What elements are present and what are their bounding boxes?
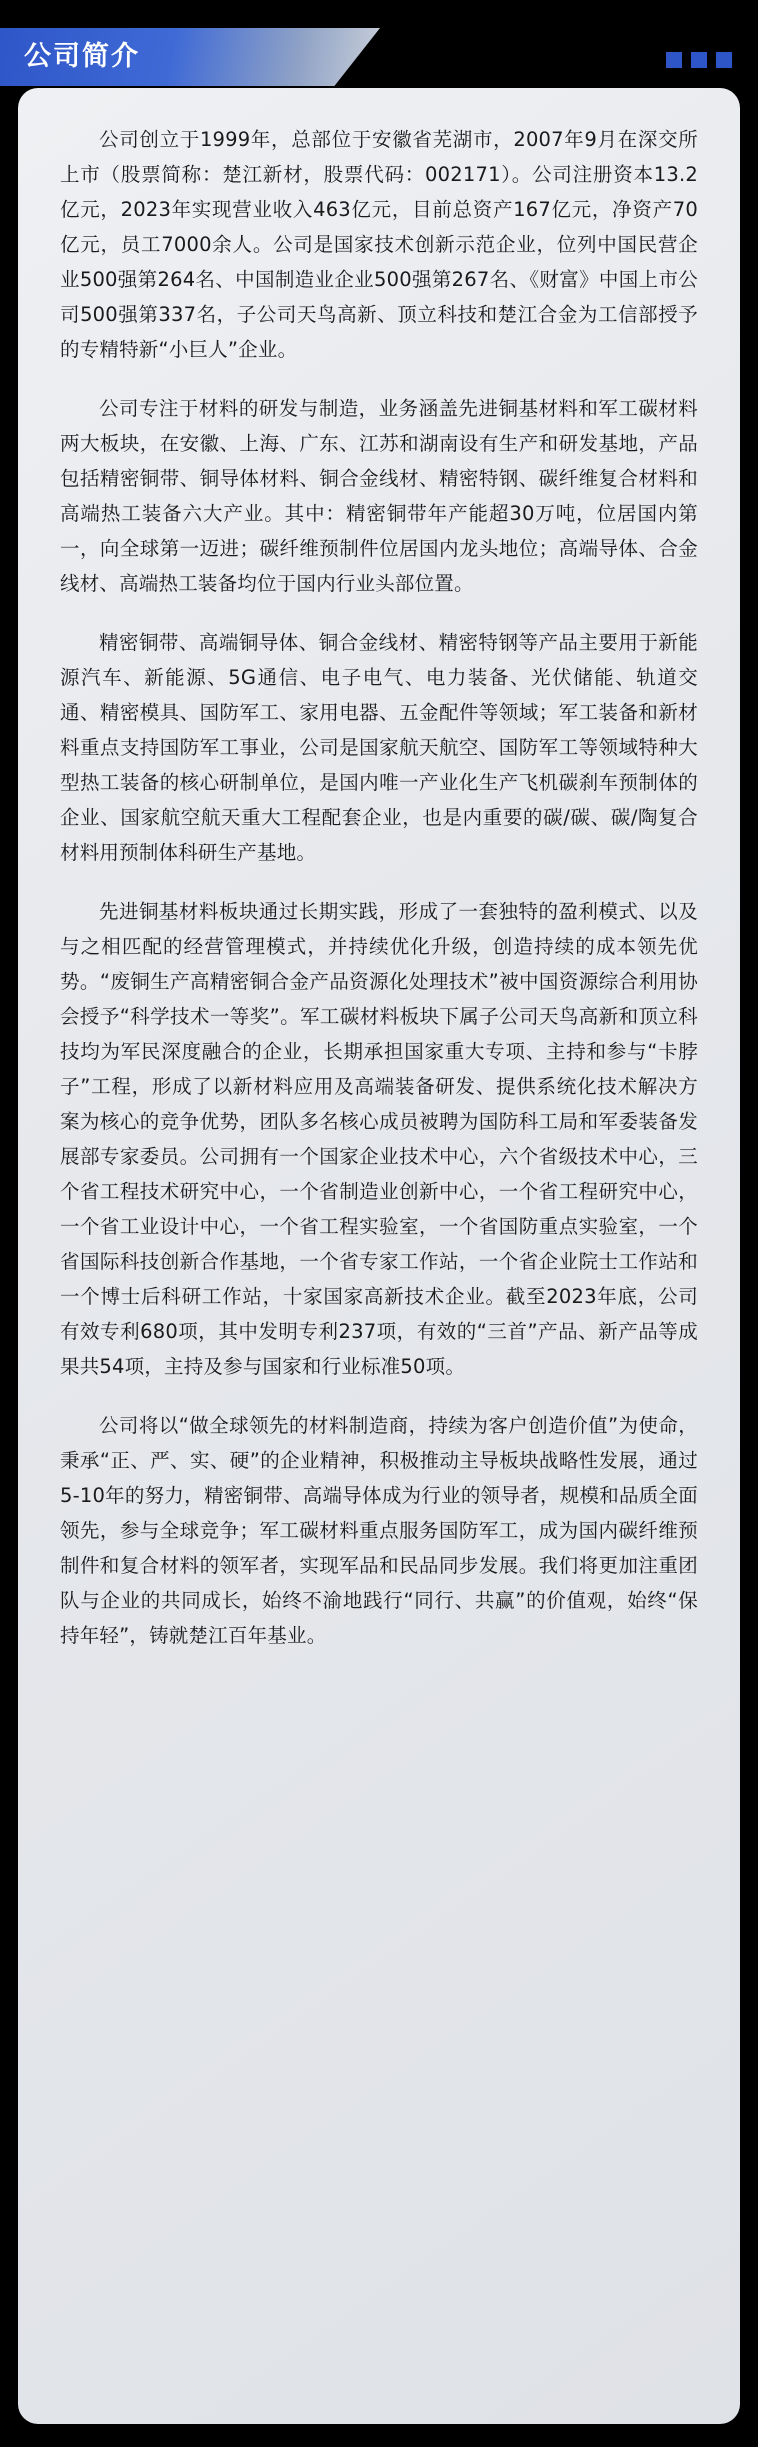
square-dot-icon — [666, 52, 682, 68]
paragraph: 先进铜基材料板块通过长期实践，形成了一套独特的盈利模式、以及与之相匹配的经营管理模式，并持续优化升级，创造持续的成本领先优势。“废铜生产高精密铜合金产品资源化处理技术”被中国资源综合利用协会授予“科学技术一等奖”。军工碳材料板块下属子公司天鸟高新和顶立科技均为军民深度融合的企业，长期承担国家重大专项、主持和参与“卡脖子”工程，形成了以新材料应用及高端装备研发、提供系统化技术解决方案为核心的竞争优势，团队多名核心成员被聘为国防科工局和军委装备发展部专家委员。公司拥有一个国家企业技术中心，六个省级技术中心，三个省工程技术研究中心，一个省制造业创新中心，一个省工程研究中心，一个省工业设计中心，一个省工程实验室，一个省国防重点实验室，一个省国际科技创新合作基地，一个省专家工作站，一个省企业院士工作站和一个博士后科研工作站，十家国家高新技术企业。截至2023年底，公司有效专利680项，其中发明专利237项，有效的“三首”产品、新产品等成果共54项，主持及参与国家和行业标准50项。 — [60, 900, 698, 1378]
square-dot-icon — [716, 52, 732, 68]
header-dots-decoration — [666, 52, 732, 68]
company-profile-text — [60, 122, 698, 1653]
section-header — [0, 28, 758, 86]
content-card — [18, 88, 740, 2424]
paragraph: 公司专注于材料的研发与制造，业务涵盖先进铜基材料和军工碳材料两大板块，在安徽、上海、广东、江苏和湖南设有生产和研发基地，产品包括精密铜带、铜导体材料、铜合金线材、精密特钢、碳纤维复合材料和高端热工装备六大产业。其中：精密铜带年产能超30万吨，位居国内第一，向全球第一迈进；碳纤维预制件位居国内龙头地位；高端导体、合金线材、高端热工装备均位于国内行业头部位置。 — [60, 397, 698, 595]
page-title: 公司简介 — [24, 41, 140, 72]
paragraph: 公司将以“做全球领先的材料制造商，持续为客户创造价值”为使命，秉承“正、严、实、硬”的企业精神，积极推动主导板块战略性发展，通过5-10年的努力，精密铜带、高端导体成为行业的领导者，规模和品质全面领先，参与全球竞争；军工碳材料重点服务国防军工，成为国内碳纤维预制件和复合材料的领军者，实现军品和民品同步发展。我们将更加注重团队与企业的共同成长，始终不渝地践行“同行、共赢”的价值观，始终“保持年轻”，铸就楚江百年基业。 — [60, 1414, 698, 1647]
square-dot-icon — [691, 52, 707, 68]
paragraph: 公司创立于1999年，总部位于安徽省芜湖市，2007年9月在深交所上市（股票简称：楚江新材，股票代码：002171）。公司注册资本13.2亿元，2023年实现营业收入463亿元，目前总资产167亿元，净资产70亿元，员工7000余人。公司是国家技术创新示范企业，位列中国民营企业500强第264名、中国制造业企业500强第267名、《财富》中国上市公司500强第337名，子公司天鸟高新、顶立科技和楚江合金为工信部授予的专精特新“小巨人”企业。 — [60, 128, 698, 361]
paragraph: 精密铜带、高端铜导体、铜合金线材、精密特钢等产品主要用于新能源汽车、新能源、5G通信、电子电气、电力装备、光伏储能、轨道交通、精密模具、国防军工、家用电器、五金配件等领域；军工装备和新材料重点支持国防军工事业，公司是国家航天航空、国防军工等领域特种大型热工装备的核心研制单位，是国内唯一产业化生产飞机碳刹车预制体的企业、国家航空航天重大工程配套企业，也是内重要的碳/碳、碳/陶复合材料用预制体科研生产基地。 — [60, 631, 698, 864]
